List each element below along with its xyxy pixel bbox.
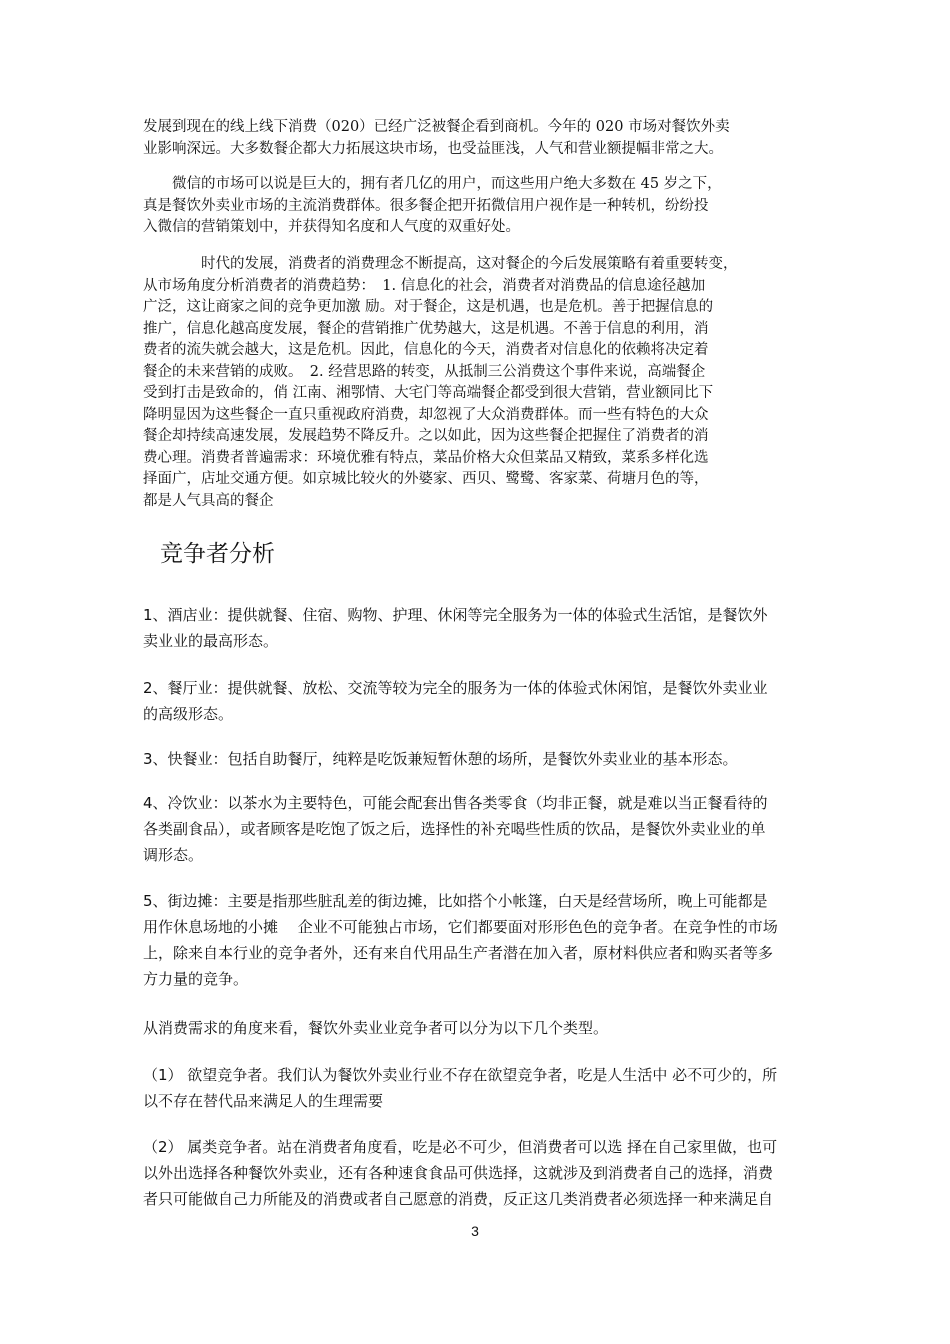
competitor-type-generic (143, 1134, 823, 1212)
competitor-item-hotel (143, 602, 823, 654)
paragraph-line: 广泛，这让商家之间的竞争更加激 励。对于餐企，这是机遇，也是危机。善于把握信息的 (143, 299, 714, 315)
paragraph-line: 餐企的未来营销的成败。 2. 经营思路的转变，从抵制三公消费这个事件来说，高端餐企 (143, 363, 706, 380)
paragraph-line: 真是餐饮外卖业市场的主流消费群体。很多餐企把开拓微信用户视作是一种转机，纷纷投 (143, 197, 709, 214)
competitor-item-fastfood (143, 746, 823, 772)
paragraph-line: 业影响深远。大多数餐企都大力拓展这块市场，也受益匪浅，人气和营业额提幅非常之大。 (143, 140, 723, 157)
section-line: 各类副食品），或者顾客是吃饱了饭之后，选择性的补充喝些性质的饮品，是餐饮外卖业业的单 (143, 820, 766, 838)
paragraph-line: 降明显因为这些餐企一直只重视政府消费，却忽视了大众消费群体。而一些有特色的大众 (143, 406, 709, 423)
paragraph-line: 时代的发展，消费者的消费理念不断提高，这对餐企的今后发展策略有着重要转变， (143, 256, 738, 272)
competitor-item-restaurant (143, 675, 823, 727)
section-line: 的高级形态。 (143, 705, 234, 723)
section-line: 以外出选择各种餐饮外卖业，还有各种速食食品可供选择，这就涉及到消费者自己的选择，消费 (143, 1164, 774, 1182)
section-line: 2、餐厅业：提供就餐、放松、交流等较为完全的服务为一体的体验式休闲馆，是餐饮外卖业业 (143, 679, 768, 697)
paragraph-line: 费心理。消费者普遍需求：环境优雅有特点，菜品价格大众但菜品又精致，菜系多样化选 (143, 449, 709, 466)
section-line: 用作休息场地的小摊 企业不可能独占市场，它们都要面对形形色色的竞争者。在竞争性的市场 (143, 918, 778, 936)
paragraph-line: 费者的流失就会越大，这是危机。因此，信息化的今天，消费者对信息化的依赖将决定着 (143, 342, 709, 358)
paragraph-line: 择面广，店址交通方便。如京城比较火的外婆家、西贝、鹭鹭、客家菜、荷塘月色的等， (143, 471, 709, 487)
competitor-item-cold-drinks (143, 790, 823, 868)
section-line: 调形态。 (143, 846, 204, 864)
competitor-type-desire (143, 1062, 823, 1114)
section-line: 上，除来自本行业的竞争者外，还有来自代用品生产者潜在加入者，原材料供应者和购买者等多 (143, 944, 774, 962)
paragraph-line: 餐企却持续高速发展，发展趋势不降反升。之以如此，因为这些餐企把握住了消费者的消 (143, 428, 709, 444)
paragraph-line: 都是人气具高的餐企 (143, 492, 274, 509)
page-number: 3 (471, 1223, 479, 1239)
section-line: （2） 属类竞争者。站在消费者角度看，吃是必不可少，但消费者可以选 择在自己家里做，也可 (143, 1138, 778, 1156)
section-line: （1） 欲望竞争者。我们认为餐饮外卖业行业不存在欲望竞争者，吃是人生活中 必不可少的，所 (143, 1066, 778, 1084)
section-line: 从消费需求的角度来看，餐饮外卖业业竞争者可以分为以下几个类型。 (143, 1019, 609, 1037)
section-line: 1、酒店业：提供就餐、住宿、购物、护理、休闲等完全服务为一体的体验式生活馆，是餐饮外 (143, 606, 768, 624)
paragraph-o2o-market (143, 117, 823, 160)
paragraph-line: 推广，信息化越高度发展，餐企的营销推广优势越大，这是机遇。不善于信息的利用，消 (143, 320, 709, 337)
paragraph-consumer-trends (143, 254, 823, 512)
paragraph-line: 发展到现在的线上线下消费（020）已经广泛被餐企看到商机。今年的 020 市场对餐饮外卖 (143, 119, 730, 135)
section-line: 者只可能做自己力所能及的消费或者自己愿意的消费，反正这几类消费者必须选择一种来满足自 (143, 1190, 774, 1208)
paragraph-wechat-market (143, 174, 823, 239)
section-line: 4、冷饮业：以茶水为主要特色，可能会配套出售各类零食（均非正餐，就是难以当正餐看待的 (143, 794, 768, 812)
paragraph-line: 入微信的营销策划中，并获得知名度和人气度的双重好处。 (143, 219, 520, 235)
competitor-item-street-stall (143, 888, 823, 992)
section-line: 3、快餐业：包括自助餐厅，纯粹是吃饭兼短暂休憩的场所，是餐饮外卖业业的基本形态。 (143, 750, 738, 768)
section-line: 方力量的竞争。 (143, 970, 249, 988)
paragraph-line: 受到打击是致命的，俏 江南、湘鄂情、大宅门等高端餐企都受到很大营销，营业额同比下 (143, 385, 714, 401)
section-line: 以不存在替代品来满足人的生理需要 (143, 1092, 384, 1110)
competitor-types-intro (143, 1015, 823, 1041)
paragraph-line: 从市场角度分析消费者的消费趋势： 1. 信息化的社会，消费者对消费品的信息途径越加 (143, 277, 706, 294)
section-line: 5、街边摊：主要是指那些脏乱差的街边摊，比如搭个小帐篷，白天是经营场所，晚上可能都是 (143, 892, 768, 910)
paragraph-line: 微信的市场可以说是巨大的，拥有者几亿的用户，而这些用户绝大多数在 45 岁之下， (143, 176, 722, 192)
section-line: 卖业业的最高形态。 (143, 632, 279, 650)
section-heading: 竞争者分析 (160, 541, 275, 567)
